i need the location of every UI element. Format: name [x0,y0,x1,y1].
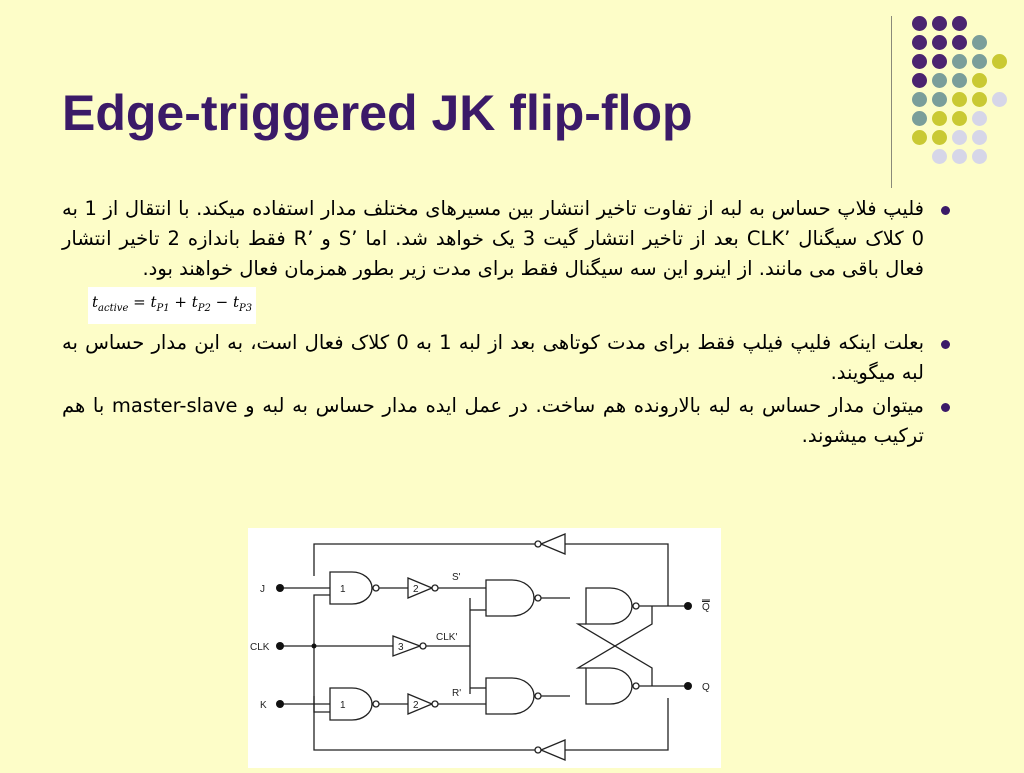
bullet-text: فلیپ فلاپ حساس به لبه از تفاوت تاخیر انتشار بین مسیرهای مختلف مدار استفاده میکند. با انتقال از 1 به 0 کلاک سیگنال ’CLK بعد از تاخیر انتشار گیت 3 یک خواهد شد. اما ’S و ’R فقط باندازه 2 تاخیر انتشار فعال باقی می مانند. از اینرو این سه سیگنال فقط برای مدت زیر بطور همزمان فعال خواهند بود. [62,197,925,280]
decorative-dot [932,149,947,164]
label-k: K [260,700,267,711]
decorative-dot [912,111,927,126]
decorative-dot [952,73,967,88]
label-r-prime: R' [452,688,462,699]
q-terminal [684,682,692,690]
decorative-dot [972,54,987,69]
gate-2-top-label: 2 [413,584,419,595]
decorative-dot [932,111,947,126]
top-feedback-wire [314,544,538,576]
formula-lhs-subscript: active [98,303,129,314]
decorative-dot [932,92,947,107]
gate-1-bottom-label: 1 [340,700,346,711]
j-terminal [276,584,284,592]
decorative-dot [972,73,987,88]
bullet-item-edge-sensitive [62,328,938,388]
nand-gate-q [586,668,632,704]
bullet-text: بعلت اینکه فلیپ فیلپ فقط برای مدت کوتاهی بعد از لبه 1 به 0 کلاک فعال است، به این مدار حساس به لبه میگویند. [62,331,924,384]
decorative-dot [912,16,927,31]
feedback-buffer-top [541,534,565,554]
bottom-feedback-wire-right [565,698,668,750]
decorative-dot [932,73,947,88]
decorative-dot [972,92,987,107]
decorative-dot [932,54,947,69]
label-q-bar: Q [702,602,710,613]
decorative-dot [932,130,947,145]
decorative-dot [912,92,927,107]
nand-gate-q-bar [586,588,632,624]
inverter-2-bottom [408,694,432,714]
decorative-dot [952,16,967,31]
feedback-buffer-bottom [541,740,565,760]
formula-lhs: t [92,293,99,311]
decorative-divider-line [891,16,892,188]
decorative-dot [952,149,967,164]
nand-gate-s-prime [486,580,534,616]
label-clk: CLK [250,642,270,653]
decorative-dot [972,35,987,50]
q-bar-terminal [684,602,692,610]
label-s-prime: S' [452,572,461,583]
decorative-dot [952,92,967,107]
decorative-dot [972,130,987,145]
label-j: J [260,584,265,595]
decorative-dot [952,54,967,69]
formula-term2-subscript: P2 [197,303,211,314]
bullet-text: میتوان مدار حساس به لبه بالارونده هم ساخت. در عمل ایده مدار حساس به لبه و master-slave با هم ترکیب میشوند. [62,394,924,447]
circuit-svg [248,528,721,768]
bullet-item-propagation-delay [62,194,938,320]
bullet-item-rising-edge [62,391,938,451]
active-time-formula: $t_{active} = t_{P1} + t_{P2} - t_{P3}$ [88,287,256,324]
label-q: Q [702,682,710,693]
decorative-dot [932,35,947,50]
decorative-dot [952,111,967,126]
clk-terminal [276,642,284,650]
inverter-2-top [408,578,432,598]
decorative-dot [972,111,987,126]
decorative-dot [912,35,927,50]
label-clk-prime: CLK' [436,632,458,643]
bullet-list [62,194,938,454]
decorative-dot [912,130,927,145]
gate-1-top-label: 1 [340,584,346,595]
decorative-dot [952,35,967,50]
formula-term3-subscript: P3 [239,303,253,314]
jk-flipflop-circuit-diagram [248,528,721,768]
nand-gate-r-prime [486,678,534,714]
decorative-dot [912,73,927,88]
decorative-dot [972,149,987,164]
nand-gate-1-bottom [330,688,372,720]
slide-title: Edge-triggered JK flip-flop [62,85,693,141]
decorative-dot [952,130,967,145]
decorative-dot [992,92,1007,107]
nand-gate-1-top [330,572,372,604]
decorative-dot [932,16,947,31]
gate-2-bottom-label: 2 [413,700,419,711]
decorative-dot [912,54,927,69]
formula-term1-subscript: P1 [156,303,170,314]
gate-3-label: 3 [398,642,404,653]
decorative-dot [992,54,1007,69]
k-terminal [276,700,284,708]
formula-container [62,286,924,320]
